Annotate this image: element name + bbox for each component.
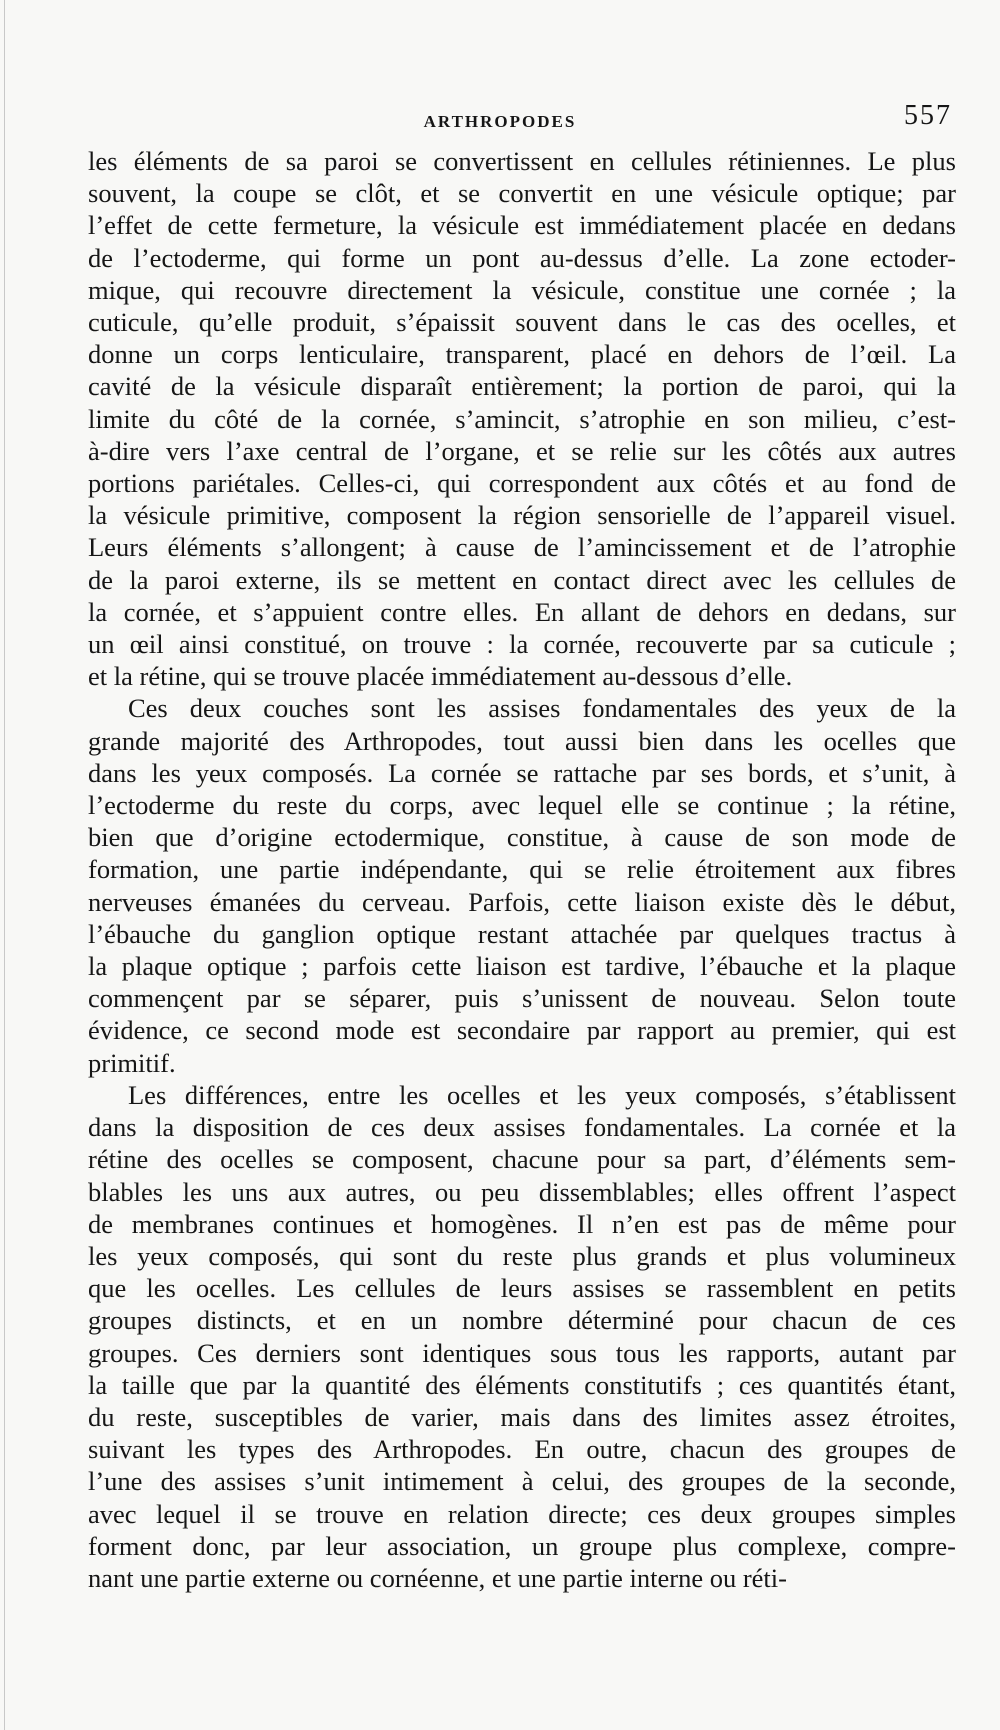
text-line: portions pariétales. Celles-ci, qui correspondent aux côtés et au fond de [88, 468, 956, 499]
text-line: la plaque optique ; parfois cette liaison est tardive, l’ébauche et la plaque [88, 951, 956, 982]
text-line: et la rétine, qui se trouve placée immédiatement au-dessous d’elle. [88, 661, 793, 692]
text-line: formation, une partie indépendante, qui se relie étroitement aux fibres [88, 854, 956, 885]
running-header [0, 100, 1000, 142]
text-line: suivant les types des Arthropodes. En outre, chacun des groupes de [88, 1434, 956, 1465]
text-line: blables les uns aux autres, ou peu dissemblables; elles offrent l’aspect [88, 1176, 956, 1207]
text-line: l’ectoderme du reste du corps, avec lequel elle se continue ; la rétine, [88, 790, 956, 821]
text-line: Ces deux couches sont les assises fondamentales des yeux de la [128, 693, 956, 724]
text-line: avec lequel il se trouve en relation directe; ces deux groupes simples [88, 1498, 956, 1529]
text-line: du reste, susceptibles de varier, mais dans des limites assez étroites, [88, 1401, 956, 1432]
text-line: de membranes continues et homogènes. Il n’en est pas de même pour [88, 1208, 956, 1239]
text-line: dans les yeux composés. La cornée se rattache par ses bords, et s’unit, à [88, 757, 956, 788]
page-number: 557 [904, 100, 952, 131]
text-line: limite du côté de la cornée, s’amincit, s’atrophie en son milieu, c’est- [88, 403, 956, 434]
running-title: ARTHROPODES [423, 112, 577, 131]
text-line: groupes distincts, et en un nombre déterminé pour chacun de ces [88, 1305, 956, 1336]
paragraph [88, 145, 956, 692]
body-text [88, 145, 956, 1594]
paragraph [88, 1079, 956, 1594]
text-line: grande majorité des Arthropodes, tout aussi bien dans les ocelles que [88, 725, 956, 756]
text-line: primitif. [88, 1047, 176, 1078]
text-line: un œil ainsi constitué, on trouve : la cornée, recouverte par sa cuticule ; [88, 629, 956, 660]
text-line: groupes. Ces derniers sont identiques sous tous les rapports, autant par [88, 1337, 956, 1368]
text-line: cuticule, qu’elle produit, s’épaissit souvent dans le cas des ocelles, et [88, 307, 956, 338]
text-line: évidence, ce second mode est secondaire par rapport au premier, qui est [88, 1015, 956, 1046]
text-line: les yeux composés, qui sont du reste plus grands et plus volumineux [88, 1240, 956, 1271]
text-line: souvent, la coupe se clôt, et se convertit en une vésicule optique; par [88, 178, 956, 209]
text-line: forment donc, par leur association, un groupe plus complexe, compre- [88, 1530, 956, 1561]
text-line: que les ocelles. Les cellules de leurs assises se rassemblent en petits [88, 1273, 956, 1304]
text-line: l’effet de cette fermeture, la vésicule est immédiatement placée en dedans [88, 210, 956, 241]
text-line: l’une des assises s’unit intimement à celui, des groupes de la seconde, [88, 1466, 956, 1497]
text-line: l’ébauche du ganglion optique restant attachée par quelques tractus à [88, 918, 956, 949]
text-line: la taille que par la quantité des éléments constitutifs ; ces quantités étant, [88, 1369, 956, 1400]
text-line: la cornée, et s’appuient contre elles. En allant de dehors en dedans, sur [88, 596, 956, 627]
text-line: nant une partie externe ou cornéenne, et une partie interne ou réti- [88, 1562, 787, 1593]
text-line: de la paroi externe, ils se mettent en contact direct avec les cellules de [88, 564, 956, 595]
text-line: donne un corps lenticulaire, transparent, placé en dehors de l’œil. La [88, 339, 956, 370]
text-line: les éléments de sa paroi se convertissent en cellules rétiniennes. Le plus [88, 146, 956, 176]
page-edge-shadow [4, 0, 5, 1730]
text-line: dans la disposition de ces deux assises fondamentales. La cornée et la [88, 1112, 956, 1143]
text-line: à-dire vers l’axe central de l’organe, et se relie sur les côtés aux autres [88, 435, 956, 466]
text-line: mique, qui recouvre directement la vésicule, constitue une cornée ; la [88, 274, 956, 305]
text-line: bien que d’origine ectodermique, constitue, à cause de son mode de [88, 822, 956, 853]
text-line: nerveuses émanées du cerveau. Parfois, cette liaison existe dès le début, [88, 886, 956, 917]
text-line: la vésicule primitive, composent la région sensorielle de l’appareil visuel. [88, 500, 956, 531]
text-line: commençent par se séparer, puis s’unissent de nouveau. Selon toute [88, 983, 956, 1014]
text-line: cavité de la vésicule disparaît entièrement; la portion de paroi, qui la [88, 371, 956, 402]
text-line: Les différences, entre les ocelles et les yeux composés, s’établissent [128, 1079, 956, 1110]
paragraph [88, 692, 956, 1078]
text-line: Leurs éléments s’allongent; à cause de l’amincissement et de l’atrophie [88, 532, 956, 563]
text-line: rétine des ocelles se composent, chacune pour sa part, d’éléments sem- [88, 1144, 956, 1175]
text-line: de l’ectoderme, qui forme un pont au-dessus d’elle. La zone ectoder- [88, 242, 956, 273]
